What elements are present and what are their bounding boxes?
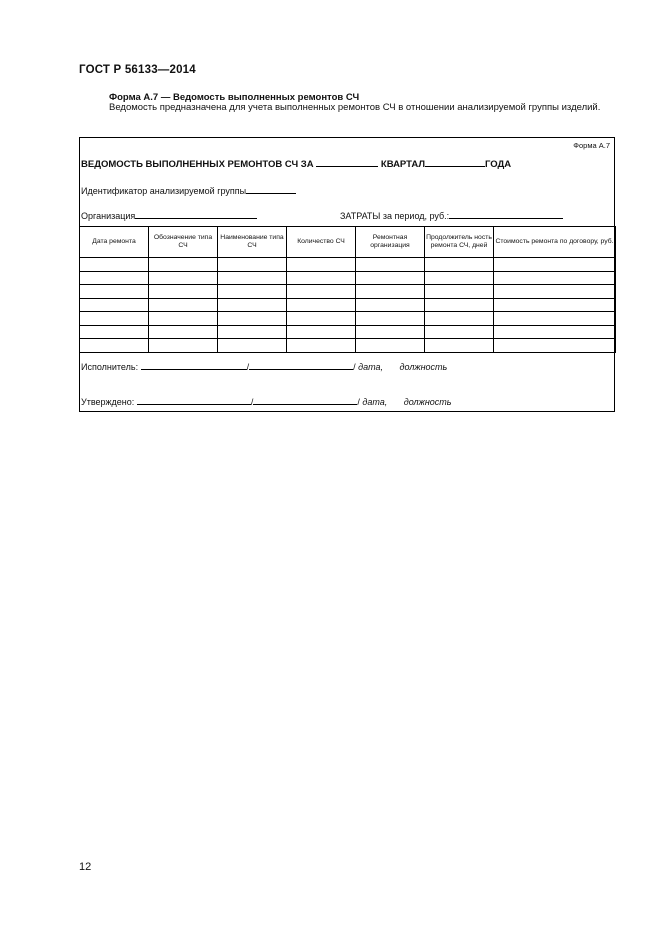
table-cell[interactable] bbox=[218, 339, 287, 353]
table-cell[interactable] bbox=[218, 271, 287, 285]
page-number: 12 bbox=[79, 861, 92, 873]
slash-separator: / bbox=[246, 362, 250, 372]
table-cell[interactable] bbox=[356, 258, 425, 272]
date-label: дата, bbox=[362, 397, 388, 407]
form-caption: Форма А.7 — Ведомость выполненных ремонтов СЧ bbox=[109, 92, 360, 103]
group-id-line bbox=[81, 183, 296, 196]
table-cell[interactable] bbox=[218, 312, 287, 326]
column-header: Обозначение типа СЧ bbox=[149, 227, 218, 258]
table-cell[interactable] bbox=[149, 258, 218, 272]
table-cell[interactable] bbox=[425, 258, 494, 272]
table-cell[interactable] bbox=[80, 271, 149, 285]
table-cell[interactable] bbox=[425, 298, 494, 312]
table-cell[interactable] bbox=[287, 298, 356, 312]
document-id: ГОСТ Р 56133—2014 bbox=[79, 64, 196, 76]
table-cell[interactable] bbox=[425, 285, 494, 299]
approved-sign-blank[interactable] bbox=[250, 394, 357, 407]
form-title-part3: ГОДА bbox=[485, 159, 512, 170]
organization-blank[interactable] bbox=[135, 208, 257, 219]
organization-label: Организация bbox=[81, 211, 136, 221]
table-cell[interactable] bbox=[80, 298, 149, 312]
table-cell[interactable] bbox=[425, 312, 494, 326]
table-cell[interactable] bbox=[356, 325, 425, 339]
group-id-blank[interactable] bbox=[246, 183, 296, 194]
year-blank[interactable] bbox=[425, 156, 485, 167]
table-cell[interactable] bbox=[149, 312, 218, 326]
table-row bbox=[80, 325, 616, 339]
table-cell[interactable] bbox=[287, 312, 356, 326]
column-header: Количество СЧ bbox=[287, 227, 356, 258]
table-row bbox=[80, 285, 616, 299]
form-box bbox=[79, 137, 615, 412]
table-cell[interactable] bbox=[149, 339, 218, 353]
table-cell[interactable] bbox=[218, 298, 287, 312]
table-row bbox=[80, 312, 616, 326]
table-cell[interactable] bbox=[494, 325, 616, 339]
table-cell[interactable] bbox=[494, 271, 616, 285]
table-cell[interactable] bbox=[356, 298, 425, 312]
date-label: дата, bbox=[358, 362, 384, 372]
position-label: должность bbox=[399, 362, 448, 372]
table-cell[interactable] bbox=[149, 271, 218, 285]
performer-name-blank[interactable] bbox=[141, 359, 247, 370]
table-cell[interactable] bbox=[80, 312, 149, 326]
performer-signature-line bbox=[81, 359, 447, 372]
approved-signature-line bbox=[81, 394, 452, 407]
table-header-row bbox=[80, 227, 616, 258]
table-cell[interactable] bbox=[494, 298, 616, 312]
table-cell[interactable] bbox=[149, 298, 218, 312]
table-cell[interactable] bbox=[287, 325, 356, 339]
table-cell[interactable] bbox=[287, 339, 356, 353]
column-header: Ремонтная организация bbox=[356, 227, 425, 258]
quarter-blank[interactable] bbox=[316, 156, 378, 167]
table-cell[interactable] bbox=[80, 325, 149, 339]
table-cell[interactable] bbox=[287, 258, 356, 272]
table-cell[interactable] bbox=[218, 258, 287, 272]
form-number: Форма А.7 bbox=[573, 141, 610, 150]
table-cell[interactable] bbox=[287, 285, 356, 299]
costs-label: ЗАТРАТЫ за период, руб.: bbox=[340, 211, 450, 221]
form-title-part2: КВАРТАЛ bbox=[380, 159, 425, 170]
table-cell[interactable] bbox=[356, 271, 425, 285]
column-header: Продолжитель ность ремонта СЧ, дней bbox=[425, 227, 494, 258]
table-row bbox=[80, 339, 616, 353]
table-cell[interactable] bbox=[80, 258, 149, 272]
column-header: Дата ремонта bbox=[80, 227, 149, 258]
table-cell[interactable] bbox=[80, 339, 149, 353]
table-cell[interactable] bbox=[218, 325, 287, 339]
slash-separator: / bbox=[353, 362, 356, 372]
performer-sign-blank[interactable] bbox=[246, 359, 353, 372]
table-cell[interactable] bbox=[356, 339, 425, 353]
table-cell[interactable] bbox=[494, 285, 616, 299]
slash-separator: / bbox=[250, 397, 254, 407]
table-cell[interactable] bbox=[425, 339, 494, 353]
slash-separator: / bbox=[357, 397, 360, 407]
table-cell[interactable] bbox=[356, 285, 425, 299]
repairs-table bbox=[79, 226, 616, 353]
position-label: должность bbox=[403, 397, 452, 407]
form-title bbox=[81, 156, 511, 170]
table-cell[interactable] bbox=[425, 325, 494, 339]
table-row bbox=[80, 271, 616, 285]
form-title-part1: ВЕДОМОСТЬ ВЫПОЛНЕННЫХ РЕМОНТОВ СЧ ЗА bbox=[81, 159, 314, 170]
performer-label: Исполнитель: bbox=[81, 362, 139, 372]
approved-label: Утверждено: bbox=[81, 397, 135, 407]
costs-blank[interactable] bbox=[449, 208, 563, 219]
table-row bbox=[80, 258, 616, 272]
group-id-label: Идентификатор анализируемой группы bbox=[81, 186, 247, 196]
table-cell[interactable] bbox=[287, 271, 356, 285]
column-header: Наименование типа СЧ bbox=[218, 227, 287, 258]
organization-line bbox=[81, 208, 257, 221]
table-cell[interactable] bbox=[149, 325, 218, 339]
table-row bbox=[80, 298, 616, 312]
table-cell[interactable] bbox=[149, 285, 218, 299]
intro-paragraph: Ведомость предназначена для учета выполненных ремонтов СЧ в отношении анализируемой группы изделий. bbox=[109, 102, 601, 113]
table-cell[interactable] bbox=[218, 285, 287, 299]
table-cell[interactable] bbox=[494, 258, 616, 272]
table-cell[interactable] bbox=[80, 285, 149, 299]
column-header: Стоимость ремонта по договору, руб. bbox=[494, 227, 616, 258]
costs-line bbox=[340, 208, 563, 221]
table-cell[interactable] bbox=[356, 312, 425, 326]
table-cell[interactable] bbox=[425, 271, 494, 285]
table-cell[interactable] bbox=[494, 312, 616, 326]
approved-name-blank[interactable] bbox=[137, 394, 251, 405]
table-cell[interactable] bbox=[494, 339, 616, 353]
